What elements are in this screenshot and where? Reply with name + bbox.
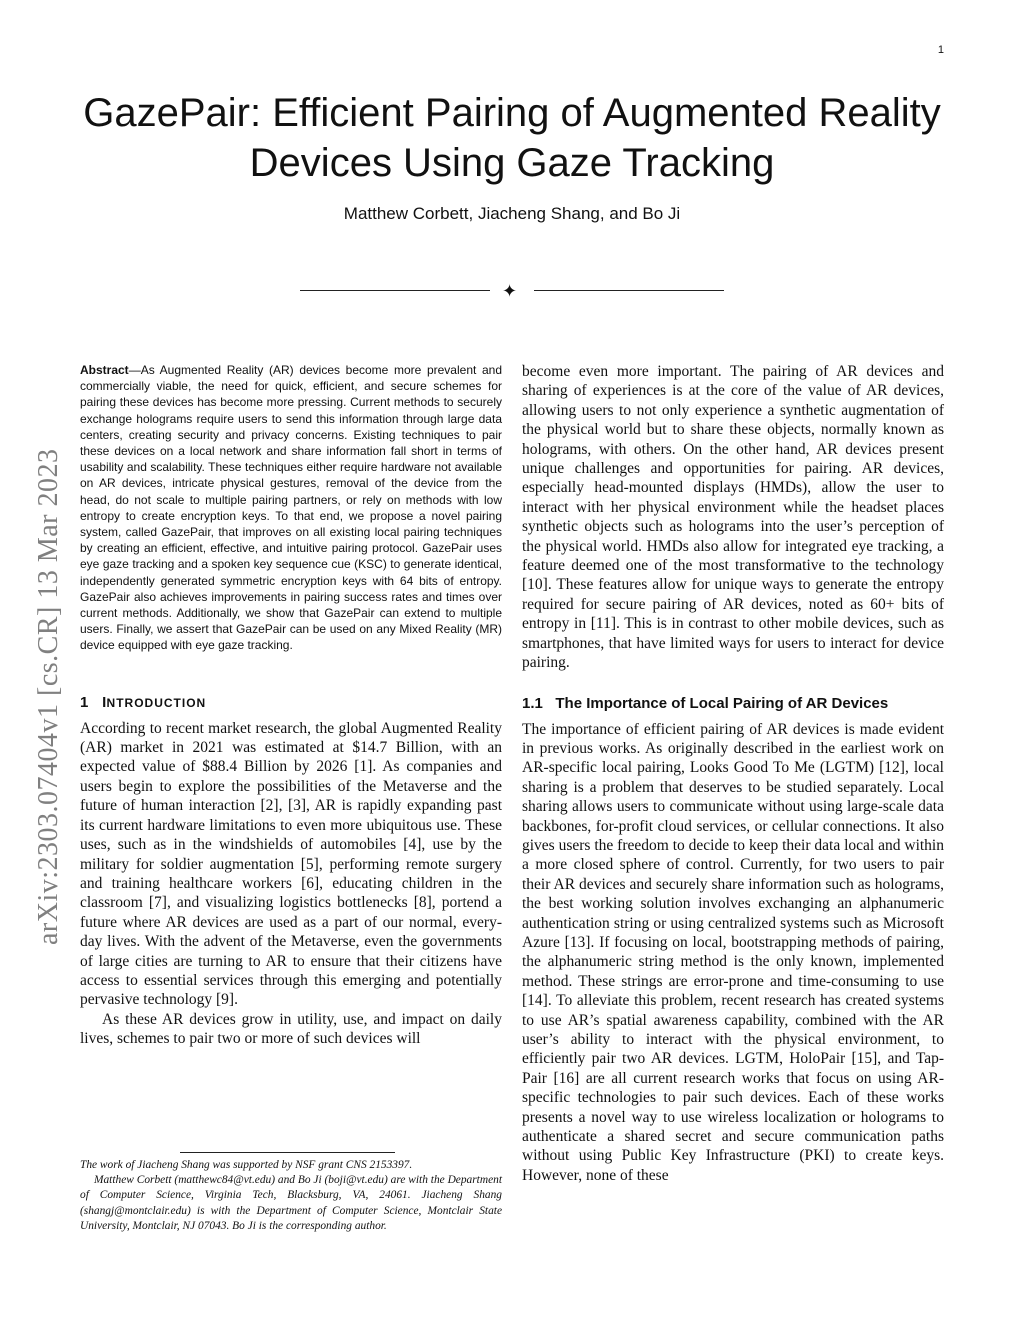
intro-paragraph-1: According to recent market research, the global Augmented Reality (AR) market in 2021 was estimated at $14.7 Billion, with an expected value of $88.4 Billion by 2026 [1]. As companies and users begin to explore the possibilities of the Metaverse and the future of human interaction [2], [3], AR is rapidly expanding past its current hardware limitations to even more ubiquitous use. These uses, such as in the windshields of automobiles [4], use by the military for soldier augmentation [5], performing remote surgery and training healthcare workers [6], educating children in the classroom [7], and visualizing logistics bottlenecks [8], portend a future where AR devices are used as a part of our normal, every-day lives. With the advent of the Metaverse, even the governments of large cities are turning to AR to ensure that their citizens have access to essential services through this emerging and potentially pervasive technology [9]. — [80, 719, 502, 1009]
footnotes — [80, 1158, 502, 1234]
section-title-initial: I — [102, 693, 107, 711]
title-divider — [300, 281, 724, 301]
intro-paragraph-2: As these AR devices grow in utility, use, and impact on daily lives, schemes to pair two or more of such devices will — [80, 1010, 502, 1048]
diamond-icon: ✦ — [502, 281, 518, 301]
section-number: 1 — [80, 693, 89, 711]
footnote-funding: The work of Jiacheng Shang was supported by NSF grant CNS 2153397. — [80, 1159, 413, 1171]
subsection-number: 1.1 — [522, 694, 543, 712]
divider-rule-left — [300, 290, 490, 291]
right-column — [522, 362, 944, 1185]
paper-title: GazePair: Efficient Pairing of Augmented Reality Devices Using Gaze Tracking — [83, 91, 941, 185]
section-title-rest: NTRODUCTION — [106, 695, 207, 710]
page-number: 1 — [937, 44, 944, 56]
intro-paragraph-3: become even more important. The pairing of AR devices and sharing of experiences is at the core of the value of AR devices, allowing users to not only experience a synthetic augmentation of the physical world but to share these objects, normally known as holograms, with others. On the other hand, AR devices present unique challenges and opportunities for pairing. AR devices, especially head-mounted displays (HMDs), allow the user to interact with her physical environment while the headset places synthetic objects such as holograms into the user’s perception of the physical world. HMDs also allow for integrated eye tracking, a feature deemed one of the most transformative to the technology [10]. These features allow for unique ways to generate the entropy required for secure pairing of AR devices, noted as 60+ bits of entropy in [11]. This is in contrast to other mobile devices, such as smartphones, that have limited ways for users to interact for device pairing. — [522, 363, 944, 672]
subsection-heading-local-pairing — [522, 695, 944, 712]
abstract-text: —As Augmented Reality (AR) devices become more prevalent and commercially viable, the need for quick, efficient, and secure schemes for pairing these devices has become more pressing. Current methods to securely exchange holograms require users to send this information through large data centers, creating security and privacy concerns. Existing techniques to pair these devices on a local network and share information fall short in terms of usability and scalability. These techniques either require hardware not available on AR devices, intricate physical gestures, removal of the device from the head, do not scale to multiple pairing partners, or rely on methods with low entropy to create encryption keys. To that end, we propose a novel pairing system, called GazePair, that improves on all existing local pairing techniques by creating an efficient, effective, and intuitive pairing protocol. GazePair uses eye gaze tracking and a spoken key sequence cue (KSC) to generate identical, independently generated symmetric encryption keys with 64 bits of entropy. GazePair also achieves improvements in pairing success rates and times over current methods. Additionally, we show that GazePair can extend to multiple users. Finally, we assert that GazePair can be used on any Mixed Reality (MR) device equipped with eye gaze tracking. — [80, 363, 502, 653]
footnote-affiliations: Matthew Corbett (matthewc84@vt.edu) and Bo Ji (boji@vt.edu) are with the Department of Computer Science, Virginia Tech, Blacksburg, VA, 24061. Jiacheng Shang (shangj@montclair.edu) is with the Department of Computer Science, Montclair State University, Montclair, NJ 07043. Bo Ji is the corresponding author. — [80, 1174, 502, 1232]
footnote-rule — [180, 1152, 395, 1153]
section-heading-introduction — [80, 694, 502, 711]
arxiv-identifier[interactable]: arXiv:2303.07404v1 [cs.CR] 13 Mar 2023 — [33, 448, 64, 945]
subsection-title: The Importance of Local Pairing of AR Devices — [555, 694, 889, 712]
left-column — [80, 362, 502, 1049]
divider-rule-right — [534, 290, 724, 291]
abstract-label: Abstract — [80, 363, 129, 377]
author-list: Matthew Corbett, Jiacheng Shang, and Bo Ji — [343, 204, 681, 223]
local-pairing-paragraph: The importance of efficient pairing of AR devices is made evident in previous works. As originally described in the earliest work on AR-specific local pairing, Looks Good To Me (LGTM) [12], local sharing is a problem that deserves to be studied separately. Local sharing allows users to communicate without using large-scale data backbones, for-profit cloud services, or cellular connections. It also gives users the freedom to decide to keep their data local and within a more closed sphere of control. Currently, for two users to pair their AR devices and securely share information such as holograms, the best working solution involves exchanging an alphanumeric authentication string or using centralized systems such as Microsoft Azure [13]. If focusing on local, bootstrapping methods of pairing, the alphanumeric string method is the only known, implemented method. These strings are error-prone and time-consuming to use [14]. To alleviate this problem, recent research has created systems to use AR’s spatial awareness capability, combined with the AR user’s ability to interact with the physical environment, to efficiently pair two AR devices. LGTM, HoloPair [15], and Tap-Pair [16] are all current research works that focus on using AR-specific technologies to pair such devices. Each of these works presents a novel way to use wireless localization or holograms to authenticate a shared secret and secure communication paths without using Public Key Infrastructure (PKI) to create keys. However, none of these — [522, 720, 944, 1184]
abstract — [80, 362, 502, 654]
